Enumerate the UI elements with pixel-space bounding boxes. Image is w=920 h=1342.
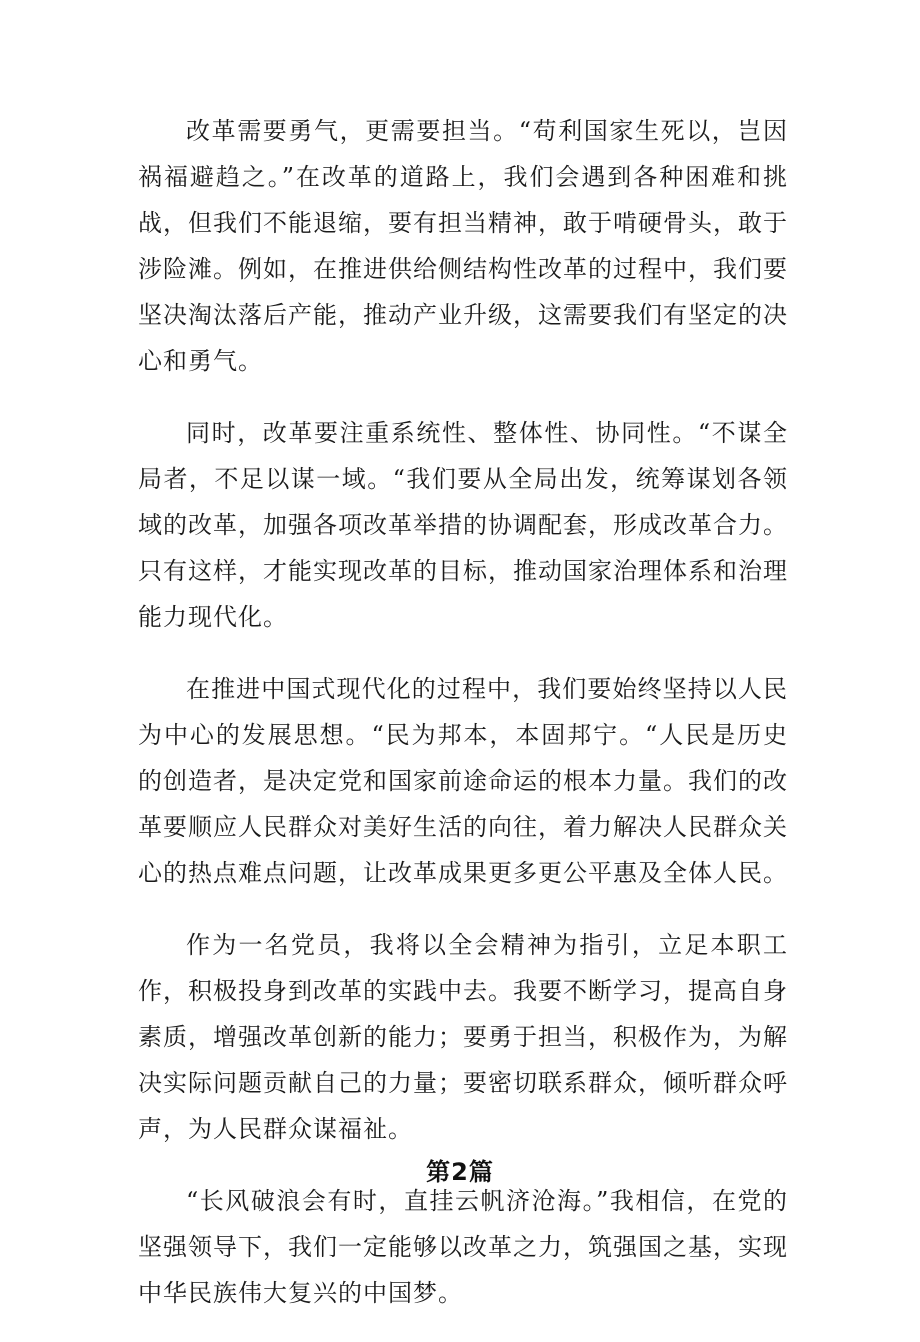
section-heading: 第2篇 bbox=[426, 1158, 494, 1186]
paragraph-2: 同时，改革要注重系统性、整体性、协同性。“不谋全局者，不足以谋一域。“我们要从全局出发，统筹谋划各领域的改革，加强各项改革举措的协调配套，形成改革合力。只有这样，才能实现改革的目标，推动国家治理体系和治理能力现代化。 bbox=[138, 419, 788, 631]
paragraph-1: 改革需要勇气，更需要担当。“苟利国家生死以，岂因祸福避趋之。”在改革的道路上，我们会遇到各种困难和挑战，但我们不能退缩，要有担当精神，敢于啃硬骨头，敢于涉险滩。例如，在推进供给侧结构性改革的过程中，我们要坚决淘汰落后产能，推动产业升级，这需要我们有坚定的决心和勇气。 bbox=[138, 117, 788, 375]
paragraph-4: 作为一名党员，我将以全会精神为指引，立足本职工作，积极投身到改革的实践中去。我要不断学习，提高自身素质，增强改革创新的能力；要勇于担当，积极作为，为解决实际问题贡献自己的力量；要密切联系群众，倾听群众呼声，为人民群众谋福祉。 bbox=[138, 931, 788, 1143]
paragraph-5: “长风破浪会有时，直挂云帆济沧海。”我相信，在党的坚强领导下，我们一定能够以改革之力，筑强国之基，实现中华民族伟大复兴的中国梦。 bbox=[138, 1187, 788, 1307]
paragraph-3: 在推进中国式现代化的过程中，我们要始终坚持以人民为中心的发展思想。“民为邦本，本固邦宁。“人民是历史的创造者，是决定党和国家前途命运的根本力量。我们的改革要顺应人民群众对美好生活的向往，着力解决人民群众关心的热点难点问题，让改革成果更多更公平惠及全体人民。 bbox=[138, 675, 788, 887]
